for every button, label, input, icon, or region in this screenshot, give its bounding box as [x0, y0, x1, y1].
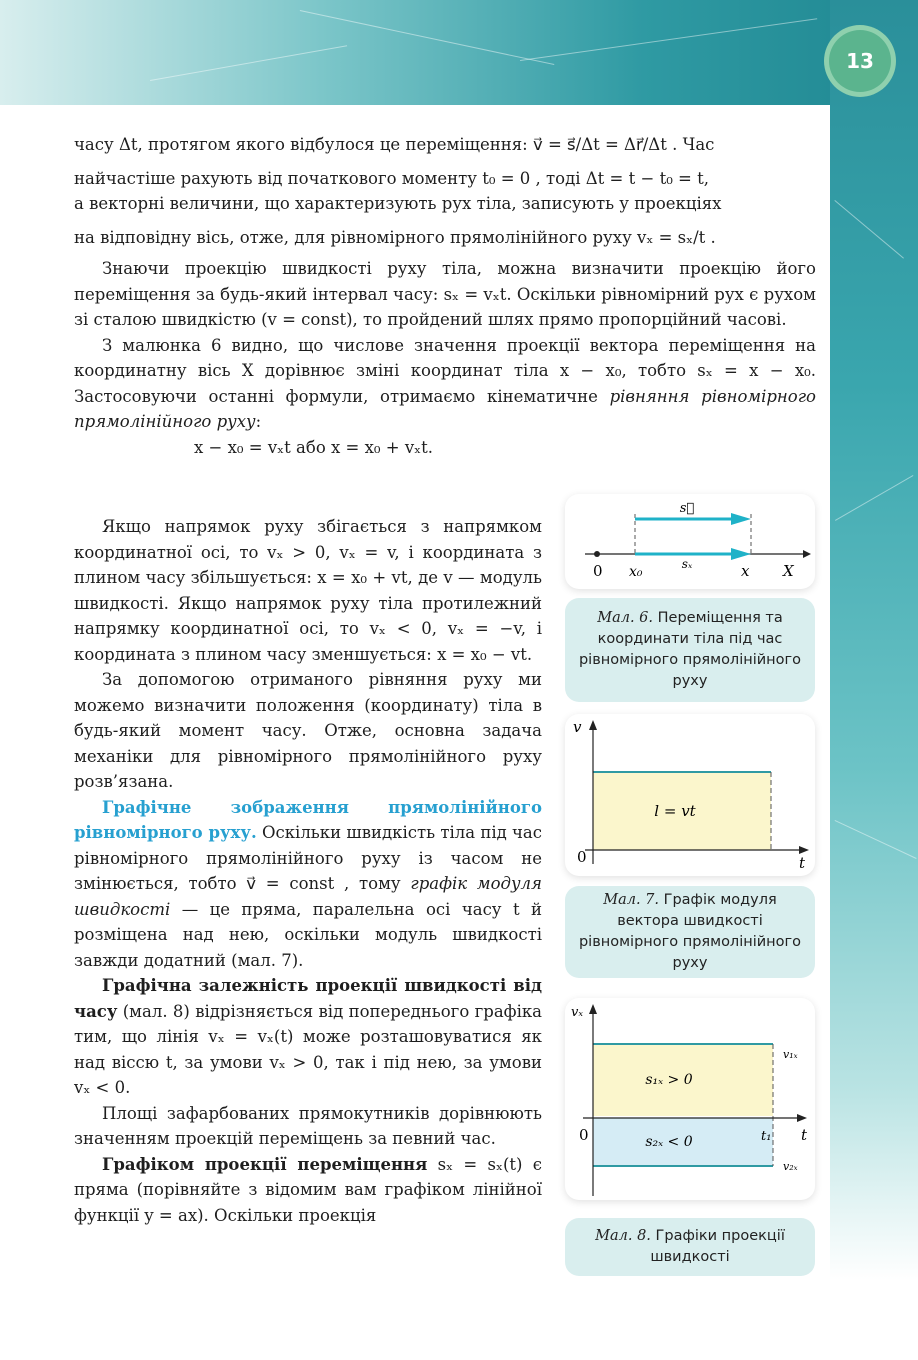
- x-label: x: [741, 562, 750, 580]
- t-axis-label: t: [801, 1126, 808, 1144]
- section-heading: Графічне зображення прямолінійного рівномірного руху.: [74, 797, 542, 842]
- text-line: на відповідну вісь, отже, для рівномірного прямолінійного руху vₓ = sₓ/t .: [74, 227, 716, 247]
- area-label: l = vt: [654, 802, 696, 820]
- paragraph-text: sₓ = sₓ(t) є пряма (порівняйте з відомим вам графіком лінійної функції y = ax). Оскільки проекція: [74, 1154, 542, 1225]
- figure-8-graph: [565, 998, 815, 1200]
- figure-7-graph: [565, 714, 815, 876]
- paragraph-text: :: [255, 412, 262, 431]
- paragraph: За допомогою отриманого рівняння руху ми можемо визначити положення (координату) тіла в будь-який момент часу. Отже, основна задача механіки для рівномірного прямолінійного руху розв’язана.: [74, 670, 542, 791]
- paragraph: Площі зафарбованих прямокутників дорівнюють значенням проекцій переміщень за певний час.: [74, 1103, 542, 1148]
- caption-label: Мал. 6.: [597, 610, 654, 626]
- v-axis-label: v: [573, 718, 582, 736]
- v-axis-arrow: [589, 720, 597, 730]
- main-text: [74, 132, 816, 460]
- term-italic: графік модуля швидкості: [74, 874, 542, 919]
- displacement-arrow: [731, 513, 751, 525]
- t-axis-label: t: [799, 854, 806, 872]
- caption-text: Переміщення та координати тіла під час рівномірного прямолінійного руху: [578, 610, 802, 689]
- formula: x − x₀ = vₓt або x = x₀ + vₓt.: [194, 437, 434, 457]
- page-number-badge: [829, 30, 891, 92]
- paragraph: [74, 333, 816, 435]
- vx-axis-label: vₓ: [571, 1005, 583, 1020]
- paragraph-text: (мал. 8) відрізняється від попереднього графіка тим, що лінія vₓ = vₓ(t) може розташовуватися як над віссю t, за умови vₓ > 0, так і під нею, за умови vₓ < 0.: [74, 1001, 542, 1097]
- s2x-label: s₂ₓ < 0: [645, 1134, 693, 1150]
- caption-label: Мал. 8.: [595, 1228, 651, 1244]
- paragraph: [74, 795, 542, 974]
- x0-label: x₀: [629, 564, 643, 580]
- paragraph: Знаючи проекцію швидкості руху тіла, можна визначити проекцію його переміщення за будь-який інтервал часу: sₓ = vₓt. Оскільки рівномірний рух є рухом зі сталою швидкістю (v = const), то пройдений шлях прямо пропорційний часові.: [74, 259, 816, 329]
- caption-text: Графік модуля вектора швидкості рівномірного прямолінійного руху: [578, 892, 802, 971]
- paragraph-text: З малюнка 6 видно, що числове значення проекції вектора переміщення на координатну вісь X дорівнює зміні координат тіла x − x₀, тобто sₓ = x − x₀. Застосовуючи останні формули, отримаємо кінематичне: [74, 335, 816, 406]
- t-axis-arrow: [797, 1114, 807, 1122]
- page-number: 13: [846, 49, 874, 73]
- origin-label: 0: [579, 1126, 589, 1144]
- origin-label: 0: [577, 848, 587, 866]
- figure-8: [565, 998, 815, 1200]
- term-italic: рівняння рівномірного прямолінійного руху: [74, 386, 816, 431]
- caption-label: Мал. 7.: [603, 892, 660, 908]
- origin-point: [594, 551, 600, 557]
- text-line: найчастіше рахують від початкового моменту t₀ = 0 , тоді Δt = t − t₀ = t,: [74, 168, 710, 188]
- s1x-label: s₁ₓ > 0: [645, 1072, 693, 1088]
- projection-arrow: [731, 548, 751, 560]
- figure-6-caption: [565, 598, 815, 702]
- vx-axis-arrow: [589, 1004, 597, 1014]
- t-axis-arrow: [799, 846, 809, 854]
- v2x-label: v₂ₓ: [783, 1160, 798, 1173]
- paragraph-text: Оскільки швидкість тіла під час рівномірного прямолінійного руху із часом не змінюється, тобто v⃗ = const , тому: [74, 823, 542, 893]
- caption-text: Графіки проекції швидкості: [650, 1228, 785, 1265]
- figure-7-caption: [565, 886, 815, 978]
- t1-label: t₁: [761, 1129, 772, 1144]
- paragraph: Якщо напрямок руху збігається з напрямком координатної осі, то vₓ > 0, vₓ = v, і координата з плином часу збільшується: x = x₀ + vt, де v — модуль швидкості. Якщо напрямок руху тіла протилежний напрямку координатної осі, то vₓ < 0, vₓ = −v, і координата з плином часу зменшується: x = x₀ − vt.: [74, 517, 542, 664]
- text-line: а векторні величини, що характеризують рух тіла, записують у проекціях: [74, 194, 722, 213]
- figure-6: [565, 494, 815, 589]
- paragraph: [74, 1152, 542, 1229]
- x-axis-arrow: [803, 550, 811, 558]
- origin-label: 0: [593, 562, 603, 580]
- left-column: [74, 514, 542, 1228]
- bold-term: Графіком проекції переміщення: [102, 1154, 428, 1174]
- paragraph: [74, 973, 542, 1101]
- header-background: [0, 0, 918, 105]
- sx-label: sₓ: [681, 557, 693, 571]
- axis-label: X: [783, 562, 794, 580]
- text-line: часу Δt, протягом якого відбулося це переміщення: v⃗ = s⃗/Δt = Δr⃗/Δt . Час: [74, 135, 715, 154]
- paragraph-text: — це пряма, паралельна осі часу t й розміщена над нею, оскільки модуль швидкості завжди додатний (мал. 7).: [74, 899, 542, 970]
- figure-8-caption: [565, 1218, 815, 1276]
- figure-6-diagram: [565, 494, 815, 589]
- figure-7: [565, 714, 815, 876]
- bold-term: Графічна залежність проекції швидкості від часу: [74, 976, 542, 1021]
- v1x-label: v₁ₓ: [783, 1048, 798, 1061]
- side-background: [830, 0, 918, 1280]
- s-label: s⃗: [679, 501, 695, 516]
